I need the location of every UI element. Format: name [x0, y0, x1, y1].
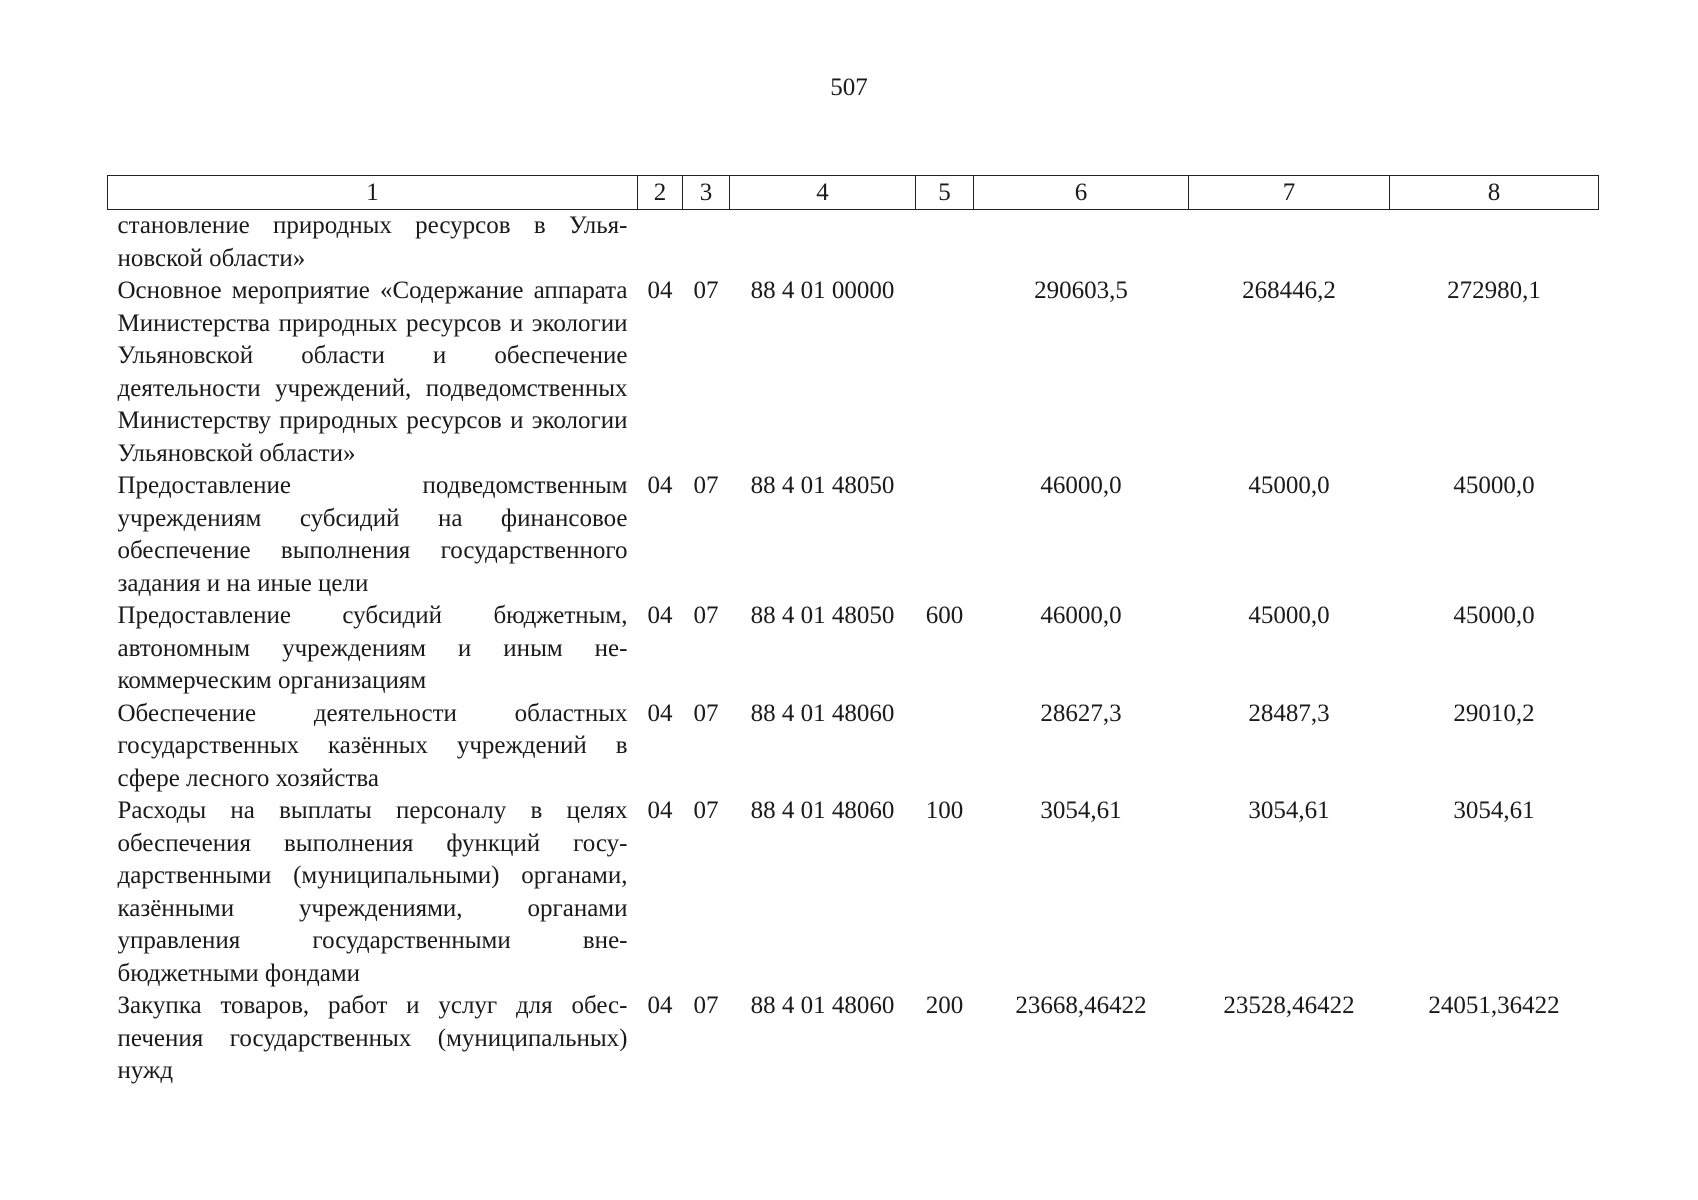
row-subsection: 07	[693, 797, 719, 824]
row-name: становление природных ресурсов в Ульяновской области»	[117, 212, 628, 272]
row-amount-1: 23668,46422	[1015, 992, 1147, 1019]
row-section: 04	[647, 602, 673, 629]
column-header-6: 6	[974, 176, 1189, 210]
table-row	[108, 990, 1599, 1088]
row-amount-2: 28487,3	[1248, 699, 1330, 727]
row-expense-type	[916, 698, 974, 796]
table-row	[108, 470, 1599, 600]
row-section: 04	[647, 277, 673, 304]
column-header-4: 4	[730, 176, 916, 210]
row-section: 04	[647, 797, 673, 824]
table-header	[108, 176, 1599, 210]
table-body	[108, 210, 1599, 1088]
row-amount-1: 46000,0	[1040, 472, 1122, 499]
header-row	[108, 176, 1599, 210]
row-target-code: 88 4 01 48060	[750, 699, 895, 727]
row-amount-1: 3054,61	[1040, 797, 1122, 824]
budget-table-container	[107, 175, 1598, 1088]
row-target-code: 88 4 01 48060	[750, 797, 895, 824]
row-section: 04	[647, 472, 673, 499]
column-header-8: 8	[1390, 176, 1599, 210]
row-expense-type	[916, 210, 974, 276]
row-amount-2: 268446,2	[1242, 277, 1336, 304]
row-expense-type	[916, 470, 974, 600]
row-subsection: 07	[693, 472, 719, 499]
row-subsection: 07	[693, 602, 719, 629]
row-subsection	[683, 210, 730, 276]
row-name: Предоставление субсидий бюджетным, автономным учреждениям и иным некоммерческим организациям	[117, 602, 628, 694]
row-amount-3: 272980,1	[1447, 277, 1541, 304]
table-row	[108, 600, 1599, 698]
row-amount-1	[974, 210, 1189, 276]
budget-table	[107, 175, 1599, 1088]
row-subsection: 07	[693, 277, 719, 304]
row-amount-3: 24051,36422	[1428, 992, 1560, 1019]
row-name: Предоставление подведомственным учреждениям субсидий на финансовое обеспечение выполнения государственного задания и на иные цели	[117, 472, 628, 597]
table-row	[108, 275, 1599, 470]
page-number: 507	[830, 74, 868, 101]
row-target-code: 88 4 01 48060	[750, 992, 895, 1019]
row-expense-type: 600	[925, 602, 964, 629]
row-expense-type: 200	[925, 992, 964, 1019]
row-name: Обеспечение деятельности областных государственных казённых учреждений в сфере лесного хозяйства	[117, 699, 628, 792]
row-amount-3: 29010,2	[1453, 699, 1535, 727]
row-amount-3	[1390, 210, 1599, 276]
table-row	[108, 698, 1599, 796]
row-expense-type	[916, 275, 974, 470]
row-amount-1: 28627,3	[1040, 699, 1122, 727]
row-section: 04	[647, 699, 673, 727]
row-amount-3: 45000,0	[1453, 472, 1535, 499]
column-header-5: 5	[916, 176, 974, 210]
row-target-code	[730, 210, 916, 276]
row-name: Расходы на выплаты персоналу в целях обеспечения выполнения функций государственными (муниципальными) органами, казёнными учреждениями, органами управления государственными внебюджетными фондами	[117, 797, 628, 987]
row-name: Основное мероприятие «Содержание аппарата Министерства природных ресурсов и экологии Ульяновской области и обеспечение деятельности учреждений, подведомственных Министерству природных ресурсов и экологии Ульяновской области»	[117, 277, 628, 467]
row-target-code: 88 4 01 00000	[750, 277, 895, 304]
row-section: 04	[647, 992, 673, 1019]
column-header-1: 1	[108, 176, 638, 210]
row-amount-1: 46000,0	[1040, 602, 1122, 629]
row-amount-3: 45000,0	[1453, 602, 1535, 629]
row-amount-2: 23528,46422	[1223, 992, 1355, 1019]
row-amount-1: 290603,5	[1034, 277, 1128, 304]
row-name: Закупка товаров, работ и услуг для обеспечения государственных (муниципальных) нужд	[117, 992, 628, 1084]
row-amount-2: 45000,0	[1248, 472, 1330, 499]
row-subsection: 07	[693, 699, 719, 727]
row-section	[638, 210, 683, 276]
row-target-code: 88 4 01 48050	[750, 472, 895, 499]
row-subsection: 07	[693, 992, 719, 1019]
column-header-3: 3	[683, 176, 730, 210]
row-amount-3: 3054,61	[1453, 797, 1535, 824]
row-target-code: 88 4 01 48050	[750, 602, 895, 629]
row-expense-type: 100	[925, 797, 964, 824]
table-row	[108, 795, 1599, 990]
table-row	[108, 210, 1599, 276]
row-amount-2	[1189, 210, 1390, 276]
row-amount-2: 3054,61	[1248, 797, 1330, 824]
column-header-2: 2	[638, 176, 683, 210]
column-header-7: 7	[1189, 176, 1390, 210]
row-amount-2: 45000,0	[1248, 602, 1330, 629]
